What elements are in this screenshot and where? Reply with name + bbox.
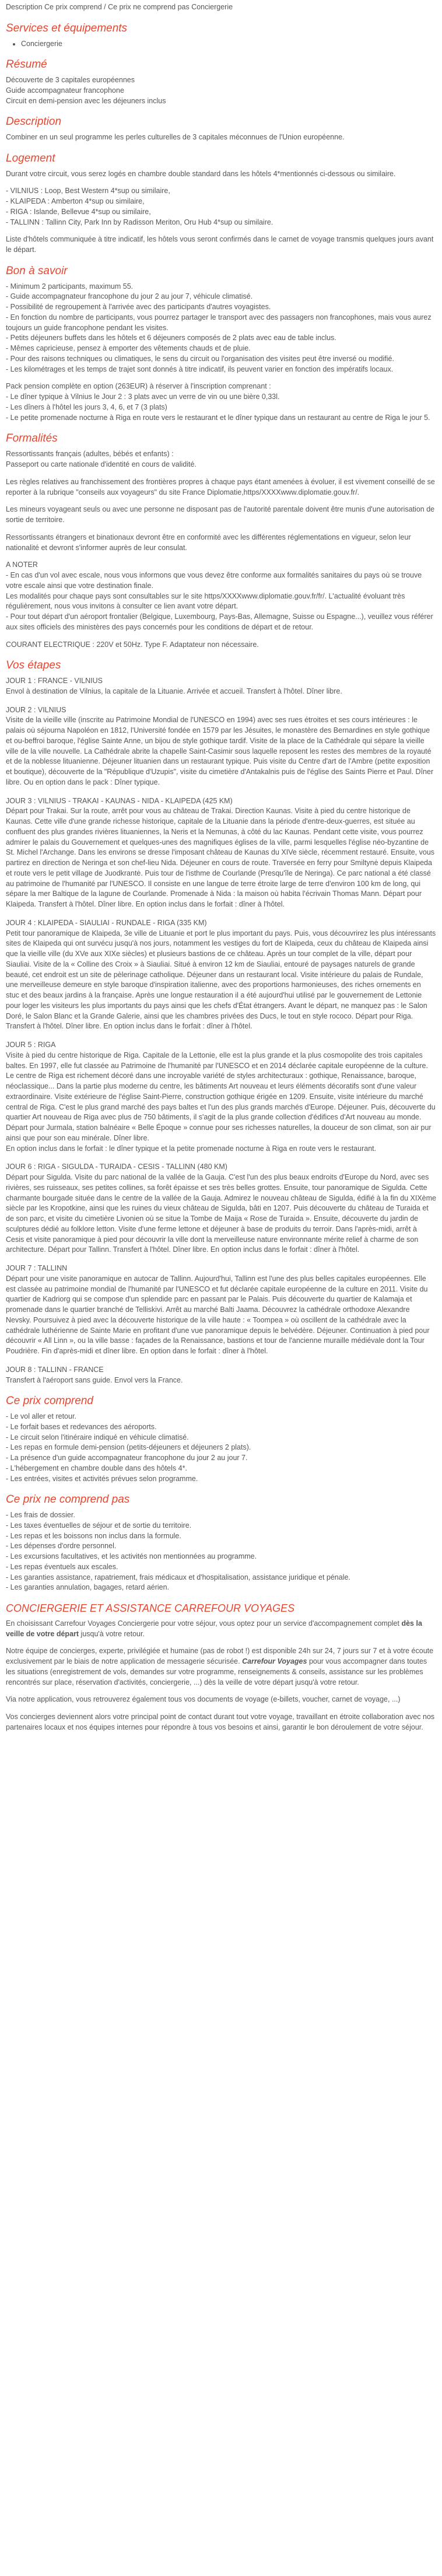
day-text: Petit tour panoramique de Klaipeda, 3e ville de Lituanie et port le plus important du pays. Puis, vous découvrirez les plus intéressants sites de Klaipeda qui ont survécu jusqu'à nos jours, notamment les vestiges du fort de Klaipeda, ceux du château de Klaipeda ainsi que la vieille ville (du XVe aux XIXe siècles) et plusieurs bastions de ce château. Après un tour complet de la ville, départ pour Siauliai. Visite de la « Colline des Croix » à Siauliai. Situé à environ 12 km de Siauliai, entouré de paysages naturels de grande beauté, cet endroit est un site de pèlerinage catholique. Déjeuner dans un restaurant local. Visite intérieure du palais de Rundale, une merveilleuse demeure en style baroque d'inspiration italienne, avec des proportions harmonieuses, des riches ornements en stuc et des beaux jardins à la française. Après une longue restauration il a été aujourd'hui utilisé par le gouvernement de Lettonie pour loger les visiteurs les plus importants du pays ainsi que les chefs d'État étrangers. Avant le départ, ne manquez pas : le Salon Doré, le Salon Blanc et la Grande Galerie, ainsi que les chambres privées des Ducs, le tout en style rococo. Départ pour Riga. Transfert à l'hôtel. Dîner libre. En option inclus dans le forfait : dîner à l'hôtel. <box>6 929 436 1031</box>
day-title: JOUR 5 : RIGA <box>6 1041 56 1049</box>
prix-ne-comprend-item: - Les excursions facultatives, et les activités non mentionnées au programme. <box>6 1552 257 1561</box>
bon-savoir-item: - Minimum 2 participants, maximum 55. <box>6 282 134 290</box>
prix-comprend-item: - Les entrées, visites et activités prévues selon programme. <box>6 1474 198 1483</box>
prix-comprend-list <box>6 1412 436 1484</box>
prix-ne-comprend-list <box>6 1510 436 1593</box>
resume-line: Guide accompagnateur francophone <box>6 86 124 94</box>
day-text: Envol à destination de Vilnius, la capitale de la Lituanie. Arrivée et accueil. Transfert à l'hôtel. Dîner libre. <box>6 687 342 695</box>
conciergerie-team-end: pour vous accompagner dans toutes les situations (enregistrement de vols, demandes sur votre programme, renseignements & conseils, assistance sur les problèmes rencontrés sur place, réservation d'activités, conciergerie, ...) dès la veille de votre départ jusqu'à votre retour. <box>6 1657 427 1686</box>
day-text: Départ pour Trakai. Sur la route, arrêt pour vous au château de Trakai. Direction Kaunas. Visite à pied du centre historique de Kaunas. Cette ville d'une grande richesse historique, capitale de la Lituanie dans la période d'entre-deux-guerres, est située au confluent des plus grandes rivières lituaniennes, la Neris et la Nemunas, à côté du lac Kaunas. Pendant cette visite, vous pourrez admirer le palais du Gouvernement et quelques-unes des magnifiques églises de la ville, parmi lesquelles l'église néo-byzantine de St. Michel l'Archange. Dans les environs se dresse l'imposant château de Kaunas du XIVe siècle, récemment restauré. Ensuite, vous partirez en direction de Neringa et son chef-lieu Nida. Déjeuner en cours de route. Traversée en ferry pour Smiltynė depuis Klaipeda et route vers le petit village de Juodkrantė. Puis tour de l'isthme de Courlande (Presqu'île de Neringa). Ce parc national a été classé au patrimoine de l'humanité par l'UNESCO. Il consiste en une langue de terre étroite large de terre d'environ 100 km de long, qui sépare la mer Baltique de la lagune de Courlande. Promenade à Nida : la maison où habita l'écrivain Thomas Mann. Départ pour Klaipeda. Transfert à l'hôtel. Dîner libre. En option inclus dans le forfait : dîner à l'hôtel. <box>6 807 435 909</box>
prix-comprend-title: Ce prix comprend <box>6 1395 93 1408</box>
prix-ne-comprend-item: - Les garanties assistance, rapatriement, frais médicaux et d'hospitalisation, assistance juridique et pénale. <box>6 1573 350 1581</box>
day-item <box>6 796 436 910</box>
pack-line: - Le dîner typique à Vilnius le Jour 2 : 3 plats avec un verre de vin ou une bière 0,33l. <box>6 393 280 401</box>
services-title: Services et équipements <box>6 22 128 34</box>
day-text: Visite de la vieille ville (inscrite au Patrimoine Mondial de l'UNESCO en 1994) avec ses rues étroites et ses cours intérieures : le palais où séjourna Napoléon en 1812, l'Université fondée en 1579 par les Jésuites, le monastère des Bernardines en style gothique et ou-beffroi baroque, l'église Sainte Anne, un bijou de style gothique tardif. Visite de la place de la Cathédrale qui sépare la vieille ville de la ville nouvelle. La Cathédrale abrite la chapelle Saint-Casimir sous laquelle reposent les restes des membres de la royauté et de la noblesse lituanienne. Déjeuner lituanien dans un restaurant typique. Puis visite du Centre d'art de l'Ambre (petite exposition et boutique), découverte de la "République d'Uzupis", visite du cimetière d'Antakalnis puis de l'église des Saints Pierre et Paul. Dîner libre. Ou en option dans le pack : Dîner typique. <box>6 716 434 786</box>
conciergerie-app: Via notre application, vous retrouverez également tous vos documents de voyage (e-billets, voucher, carnet de voyage, ...) <box>6 1695 401 1704</box>
etapes-title: Vos étapes <box>6 659 61 672</box>
conciergerie-intro-text: En choisissant Carrefour Voyages Conciergerie pour votre séjour, vous optez pour un service d'accompagnement complet <box>6 1619 402 1628</box>
formalites-line: Ressortissants français (adultes, bébés et enfants) : <box>6 450 174 459</box>
day-title: JOUR 8 : TALLINN - FRANCE <box>6 1365 104 1374</box>
day-text: Départ pour une visite panoramique en autocar de Tallinn. Aujourd'hui, Tallinn est l'une des plus belles capitales européennes. Elle est classée au patrimoine mondial de l'humanité par l'UNESCO et fut déclarée capitale européenne de la culture en 2011. Visite du quartier de Kadriorg qui se compose d'un splendide parc en passant par le Palais. Puis découverte du quartier de Kalamaja et promenade dans le quartier branché de Telliskivi. Arrêt au marché Balti Jaama. Découvrez la cathédrale orthodoxe Alexandre Nevsky. Poursuivez à pied avec la découverte historique de la ville haute : « Toompea » où oscillent de la cathédrale avec la cathédrale luthérienne de Sainte Marie en profitant d'une vue panoramique depuis le belvédère. Déjeuner. Continuation à pied pour découvrir « All Linn », ou la ville basse : façades de la Renaissance, bastions et tour de l'ancienne muraille médiévale dont la Tour Poudrière. Fin d'après-midi et dîner libre. En option dans le forfait : dîner à l'hôtel. <box>6 1274 430 1356</box>
bon-savoir-item: - Petits déjeuners buffets dans les hôtels et 6 déjeuners composés de 2 plats avec eau de table inclus. <box>6 334 336 342</box>
hotel-item: - KLAIPEDA : Amberton 4*sup ou similaire, <box>6 197 145 206</box>
conciergerie-team <box>6 1646 436 1688</box>
formalites-line: Passeport ou carte nationale d'identité en cours de validité. <box>6 460 197 469</box>
prix-comprend-item: - L'hébergement en chambre double dans des hôtels 4*. <box>6 1464 187 1472</box>
day-item <box>6 1264 436 1357</box>
day-title: JOUR 7 : TALLINN <box>6 1264 68 1273</box>
day-text: Transfert à l'aéroport sans guide. Envol vers la France. <box>6 1376 183 1384</box>
day-title: JOUR 4 : KLAIPEDA - SIAULIAI - RUNDALE - RIGA (335 KM) <box>6 918 207 927</box>
formalites-foreigners: Ressortissants étrangers et binationaux devront être en conformité avec les différentes réglementations en vigueur, selon leur nationalité et devront s'informer auprès de leur consulat. <box>6 533 411 552</box>
a-noter-line: - Pour tout départ d'un aéroport frontalier (Belgique, Luxembourg, Pays-Bas, Allemagne, Suisse ou Espagne...), veuillez vous référer aux sites officiels des ministères des pays concernés pour les conditions de départ et de retour. <box>6 612 433 631</box>
day-item <box>6 918 436 1032</box>
prix-ne-comprend-item: - Les frais de dossier. <box>6 1511 75 1520</box>
hotel-item: - VILNIUS : Loop, Best Western 4*sup ou similaire, <box>6 187 170 195</box>
conciergerie-intro-end: jusqu'à votre retour. <box>79 1629 145 1638</box>
hotel-item: - RIGA : Islande, Bellevue 4*sup ou similaire, <box>6 207 151 216</box>
prix-comprend-item: - Le forfait bases et redevances des aéroports. <box>6 1422 157 1431</box>
formalites-lines <box>6 449 436 470</box>
bon-savoir-item: - Pour des raisons techniques ou climatiques, le sens du circuit ou l'organisation des visites peut être inversé ou modifié. <box>6 354 394 363</box>
resume-line: Découverte de 3 capitales européennes <box>6 76 135 85</box>
day-text: Départ pour Sigulda. Visite du parc national de la vallée de la Gauja. C'est l'un des plus beaux endroits d'Europe du Nord, avec ses rivières, ses ruisseaux, ses petites collines, sa forêt épaisse et ses très belles grottes. Ensuite, tour panoramique de Sigulda. Cette charmante bourgade située dans le centre de la vallée de la Gauja. Admirez le nouveau château de Sigulda, édifié à la fin du XIXème siècle par les Kropotkine, ainsi que les ruines du vieux château de Sigulda, bâti en 1207. Puis découverte du château de Turaida et de son parc, et visite du cimetière Livonien où se situe la Tombe de Maija « Rose de Turaida ». Ensuite, découverte du jardin de sculptures dédié au folklore letton. Visite d'une ferme lettone et déjeuner à base de produits du terroir. Dans l'après-midi, arrêt à Cesis et visite panoramique à pied pour découvrir la ville dont la merveilleuse nature environnante mérite relief à charme de son architecture. Départ pour Tallinn. Transfert à l'hôtel. Dîner libre. En option inclus dans le forfait : dîner à l'hôtel. <box>6 1173 436 1254</box>
prix-ne-comprend-item: - Les repas éventuels aux escales. <box>6 1562 118 1571</box>
description-text: Combiner en un seul programme les perles culturelles de 3 capitales méconnues de l'Union européenne. <box>6 133 345 142</box>
day-item <box>6 676 436 697</box>
prix-ne-comprend-title: Ce prix ne comprend pas <box>6 1493 130 1506</box>
a-noter <box>6 560 436 632</box>
logement-title: Logement <box>6 152 55 164</box>
services-item: • Conciergerie <box>21 39 436 50</box>
services-list <box>6 39 436 50</box>
hotel-list <box>6 186 436 228</box>
conciergerie-team-text: Notre équipe de concierges, experte, privilégiée et humaine (pas de robot !) est disponible 24h sur 24, 7 jours sur 7 et à votre écoute exclusivement par le biais de notre application de messagerie sécurisée. <box>6 1647 434 1666</box>
conciergerie-intro-bold: dès la veille de votre départ <box>6 1619 422 1638</box>
conciergerie-team-bold: Carrefour Voyages <box>242 1657 307 1666</box>
formalites-title: Formalités <box>6 432 58 445</box>
prix-comprend-item: - Le circuit selon l'itinéraire indiqué en véhicule climatisé. <box>6 1433 189 1441</box>
logement-intro: Durant votre circuit, vous serez logés en chambre double standard dans les hôtels 4*mentionnés ci-dessous ou similaire. <box>6 169 396 178</box>
conciergerie-intro <box>6 1619 436 1640</box>
day-option: En option inclus dans le forfait : le dîner typique et la petite promenade nocturne à Riga en route vers le restaurant. <box>6 1144 377 1153</box>
prix-ne-comprend-item: - Les dépenses d'ordre personnel. <box>6 1542 117 1550</box>
prix-ne-comprend-item: - Les repas et les boissons non inclus dans la formule. <box>6 1531 181 1540</box>
day-title: JOUR 1 : FRANCE - VILNIUS <box>6 677 103 685</box>
bon-savoir-item: - Les kilométrages et les temps de trajet sont donnés à titre indicatif, ils peuvent varier en fonction des impératifs locaux. <box>6 365 394 373</box>
prix-comprend-item: - La présence d'un guide accompagnateur francophone du jour 2 au jour 7. <box>6 1454 248 1462</box>
day-title: JOUR 2 : VILNIUS <box>6 705 66 714</box>
resume-line: Circuit en demi-pension avec les déjeuners inclus <box>6 96 166 105</box>
bon-savoir-item: - Guide accompagnateur francophone du jour 2 au jour 7, véhicule climatisé. <box>6 292 253 301</box>
formalites-rules: Les règles relatives au franchissement des frontières propres à chaque pays étant amenées à évoluer, il est vivement conseillé de se reporter à la rubrique "conseils aux voyageurs" du site France Diplomatie,https/XXXXwww.diplomatie.gouv.fr/. <box>6 477 435 496</box>
bon-savoir-item: - Mêmes capricieuse, pensez à emporter des vêtements chauds et de pluie. <box>6 344 251 353</box>
day-text: Visite à pied du centre historique de Riga. Capitale de la Lettonie, elle est la plus grande et la plus cosmopolite des trois capitales baltes. En 1997, elle fut classée au Patrimoine de l'humanité par l'UNESCO et en 2014 déclarée capitale européenne de la culture. Le centre de Riga est richement décoré dans une incroyable variété de styles architecturaux : gothique, Renaissance, baroque, néoclassique... Dans la partie plus moderne du centre, les bâtiments Art nouveau et leurs éléments décoratifs sont d'une valeur extraordinaire. Visite extérieure de l'église Saint-Pierre, construction gothique érigée en 1209. Ensuite, visite intérieure du marché central de Riga. C'est le plus grand marché des pays baltes et l'un des plus grands marchés d'Europe. Déjeuner. Puis, découverte du quartier Art nouveau de Riga avec plus de 750 bâtiments, il s'agit de la plus grande collection d'édifices d'Art nouveau au monde. Départ pour Jurmala, station balnéaire « Belle Époque » connue pour ses richesses naturelles, la douceur de son climat, son air pur ainsi que pour son eau minérale. Dîner libre. <box>6 1051 436 1142</box>
prix-ne-comprend-item: - Les taxes éventuelles de séjour et de sortie du territoire. <box>6 1521 192 1530</box>
prix-ne-comprend-item: - Les garanties annulation, bagages, retard aérien. <box>6 1583 170 1592</box>
bon-savoir-list <box>6 282 436 375</box>
bon-savoir-title: Bon à savoir <box>6 264 68 277</box>
a-noter-line: A NOTER <box>6 561 38 569</box>
description-title: Description <box>6 116 62 128</box>
formalites-minors: Les mineurs voyageant seuls ou avec une personne ne disposant pas de l'autorité parentale doivent être munis d'une autorisation de sortie de territoire. <box>6 505 435 524</box>
courant-electrique: COURANT ELECTRIQUE : 220V et 50Hz. Type F. Adaptateur non nécessaire. <box>6 640 259 649</box>
prix-comprend-item: - Le vol aller et retour. <box>6 1412 76 1421</box>
bon-savoir-item: - Possibilité de regroupement à l'arrivée avec des participants d'autres voyagistes. <box>6 303 271 312</box>
pack-pension <box>6 382 436 423</box>
day-title: JOUR 6 : RIGA - SIGULDA - TURAIDA - CESIS - TALLINN (480 KM) <box>6 1163 227 1171</box>
prix-comprend-item: - Les repas en formule demi-pension (petits-déjeuners et déjeuners 2 plats). <box>6 1443 251 1452</box>
resume-title: Résumé <box>6 58 47 71</box>
conciergerie-contact: Vos concierges deviennent alors votre principal point de contact durant tout votre voyage, travaillant en étroite collaboration avec nos partenaires locaux et nos équipes internes pour répondre à tous vos besoins et ainsi, garantir le bon déroulement de votre séjour. <box>6 1713 435 1731</box>
pack-line: - Les dîners à l'hôtel les jours 3, 4, 6, et 7 (3 plats) <box>6 402 167 411</box>
resume-lines <box>6 75 436 106</box>
bon-savoir-item: - En fonction du nombre de participants, vous pourrez partager le transport avec des passagers non francophones, mais vous aurez toujours un guide francophone pendant les visites. <box>6 313 432 332</box>
pack-line: Pack pension complète en option (263EUR) à réserver à l'inscription comprenant : <box>6 382 271 391</box>
a-noter-line: - En cas d'un vol avec escale, nous vous informons que vous devez être conforme aux formalités sanitaires du pays où se trouve votre escale ainsi que votre destination finale. <box>6 571 422 590</box>
a-noter-line: Les modalités pour chaque pays sont consultables sur le site https/XXXXwww.diplomatie.gouv.fr/fr/. L'actualité évoluant très régulièrement, nous vous invitons à consulter ce lien avant votre départ. <box>6 592 405 611</box>
day-title: JOUR 3 : VILNIUS - TRAKAI - KAUNAS - NIDA - KLAIPEDA (425 KM) <box>6 796 233 805</box>
logement-note: Liste d'hôtels communiquée à titre indicatif, les hôtels vous seront confirmés dans le carnet de voyage transmis quelques jours avant le départ. <box>6 235 434 254</box>
pack-line: - Le petite promenade nocturne à Riga en route vers le restaurant et le dîner typique dans un restaurant au centre de Riga le jour 5. <box>6 413 430 422</box>
top-tabs-line: Description Ce prix comprend / Ce prix ne comprend pas Conciergerie <box>6 3 233 11</box>
day-item <box>6 1365 436 1386</box>
etapes-list <box>6 676 436 1385</box>
hotel-item: - TALLINN : Tallinn City, Park Inn by Radisson Meriton, Oru Hub 4*sup ou similaire. <box>6 218 273 226</box>
day-item <box>6 1162 436 1255</box>
day-item <box>6 1040 436 1154</box>
day-item <box>6 705 436 788</box>
conciergerie-title: CONCIERGERIE ET ASSISTANCE CARREFOUR VOYAGES <box>6 1602 295 1615</box>
